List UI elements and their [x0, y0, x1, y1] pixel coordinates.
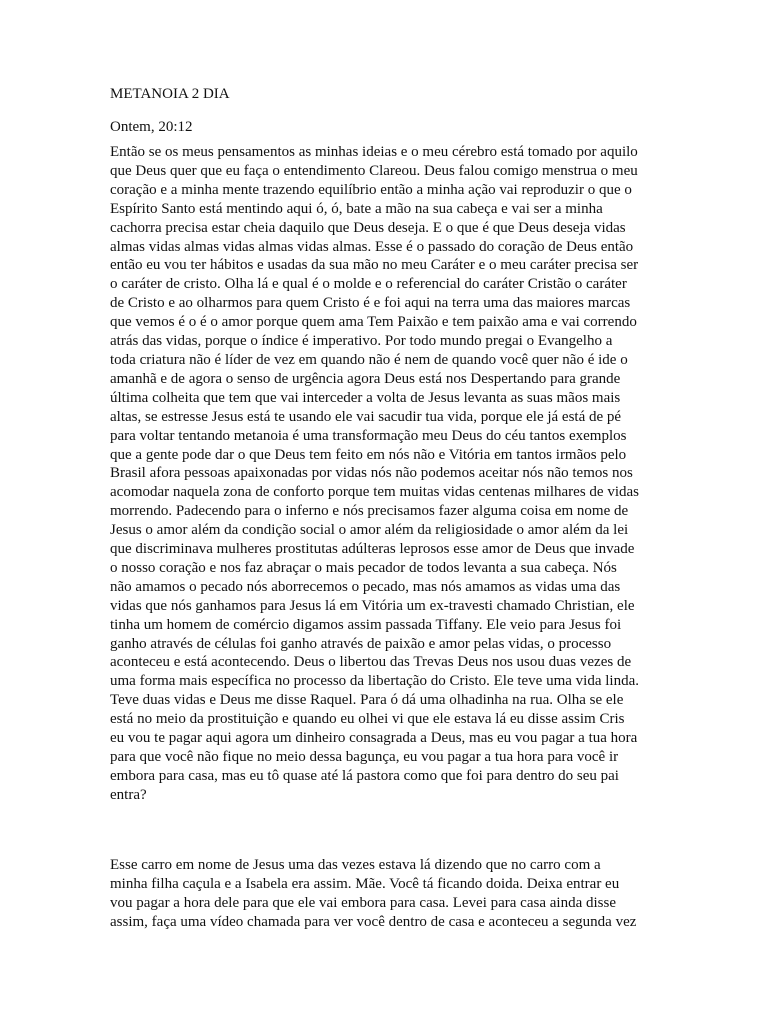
- paragraph-line: Esse carro em nome de Jesus uma das vezes estava lá dizendo que no carro com a: [110, 857, 601, 873]
- paragraph-line: almas vidas almas vidas almas vidas almas. Esse é o passado do coração de Deus então: [110, 238, 634, 255]
- paragraph-line: uma forma mais específica no processo da libertação do Cristo. Ele teve uma vida linda.: [110, 673, 639, 690]
- paragraph-line: que a gente pode dar o que Deus tem feito em nós não e Vitória em tantos irmãos pelo: [110, 446, 627, 463]
- paragraph-line: vou pagar a hora dele para que ele vai embora para casa. Levei para casa ainda disse: [110, 894, 616, 911]
- paragraph-line: aconteceu e está acontecendo. Deus o libertou das Trevas Deus nos usou duas vezes de: [110, 654, 632, 671]
- paragraph-line: o caráter de cristo. Olha lá e qual é o molde e o referencial do caráter Cristão o caráter: [110, 276, 627, 293]
- paragraph-line: embora para casa, mas eu tô quase até lá pastora como que foi para dentro do seu pai: [110, 767, 619, 784]
- paragraph-line: morrendo. Padecendo para o inferno e nós precisamos fazer alguma coisa em nome de: [110, 503, 629, 520]
- paragraph-line: acomodar naquela zona de conforto porque tem muitas vidas centenas milhares de vidas: [110, 484, 639, 501]
- paragraph-line: tinha um homem de comércio digamos assim passada Tiffany. Ele veio para Jesus foi: [110, 616, 622, 633]
- document-title: METANOIA 2 DIA: [110, 86, 230, 102]
- paragraph-line: está no meio da prostituição e quando eu olhei vi que ele estava lá eu disse assim Cris: [110, 711, 625, 728]
- paragraph-line: não amamos o pecado nós aborrecemos o pecado, mas nós amamos as vidas uma das: [110, 578, 621, 595]
- paragraph-line: que discriminava mulheres prostitutas adúlteras leprosos esse amor de Deus que invade: [110, 541, 635, 558]
- paragraph-2: [110, 856, 670, 932]
- paragraph-line: amanhã e de agora o senso de urgência agora Deus está nos Despertando para grande: [110, 370, 621, 387]
- document-timestamp: Ontem, 20:12: [110, 119, 193, 135]
- paragraph-line: atrás das vidas, porque o índice é imperativo. Por todo mundo pregai o Evangelho a: [110, 333, 613, 350]
- paragraph-line: o nosso coração e nos faz abraçar o mais pecador de todos levanta a sua cabeça. Nós: [110, 559, 617, 576]
- paragraph-line: entra?: [110, 786, 147, 803]
- paragraph-line: assim, faça uma vídeo chamada para ver você dentro de casa e aconteceu a segunda vez: [110, 913, 637, 930]
- paragraph-line: altas, se estresse Jesus está te usando ele vai sacudir tua vida, porque ele já está de pé: [110, 408, 622, 425]
- paragraph-line: coração e a minha mente trazendo equilíbrio então a minha ação vai reproduzir o que o: [110, 181, 632, 198]
- paragraph-line: que Deus quer que eu faça o entendimento Clareou. Deus falou comigo menstrua o meu: [110, 162, 638, 179]
- paragraph-line: Então se os meus pensamentos as minhas ideias e o meu cérebro está tomado por aquilo: [110, 144, 638, 160]
- paragraph-line: última colheita que tem que vai interceder a volta de Jesus levanta as suas mãos mais: [110, 389, 621, 406]
- paragraph-line: de Cristo e ao olharmos para quem Cristo é e foi aqui na terra uma das maiores marcas: [110, 295, 631, 312]
- paragraph-line: para que você não fique no meio dessa bagunça, eu vou pagar a tua hora para você ir: [110, 749, 619, 765]
- paragraph-line: vidas que nós ganhamos para Jesus lá em Vitória um ex-travesti chamado Christian, ele: [110, 597, 635, 614]
- paragraph-line: ganho através de células foi ganho através de paixão e amor pelas vidas, o processo: [110, 635, 612, 652]
- paragraph-line: toda criatura não é líder de vez em quando não é nem de quando você quer não é ide o: [110, 351, 628, 368]
- paragraph-line: eu vou te pagar aqui agora um dinheiro consagrada a Deus, mas eu vou pagar a tua hora: [110, 730, 638, 747]
- paragraph-1: [110, 143, 670, 805]
- paragraph-line: então eu vou ter hábitos e usadas da sua mão no meu Caráter e o meu caráter precisa ser: [110, 257, 639, 274]
- paragraph-line: que vemos é o é o amor porque quem ama Tem Paixão e tem paixão ama e vai correndo: [110, 314, 637, 331]
- paragraph-line: minha filha caçula e a Isabela era assim. Mãe. Você tá ficando doida. Deixa entrar eu: [110, 875, 620, 892]
- paragraph-line: Espírito Santo está mentindo aqui ó, ó, bate a mão na sua cabeça e vai ser a minha: [110, 200, 603, 217]
- paragraph-line: cachorra precisa estar cheia daquilo que Deus deseja. E o que é que Deus deseja vidas: [110, 219, 626, 236]
- paragraph-line: Brasil afora pessoas apaixonadas por vidas nós não podemos aceitar nós não temos nos: [110, 465, 633, 482]
- paragraph-line: para voltar tentando metanoia é uma transformação meu Deus do céu tantos exemplos: [110, 427, 627, 444]
- paragraph-line: Teve duas vidas e Deus me disse Raquel. Para ó dá uma olhadinha na rua. Olha se ele: [110, 692, 624, 709]
- paragraph-line: Jesus o amor além da condição social o amor além da religiosidade o amor além da lei: [110, 522, 629, 539]
